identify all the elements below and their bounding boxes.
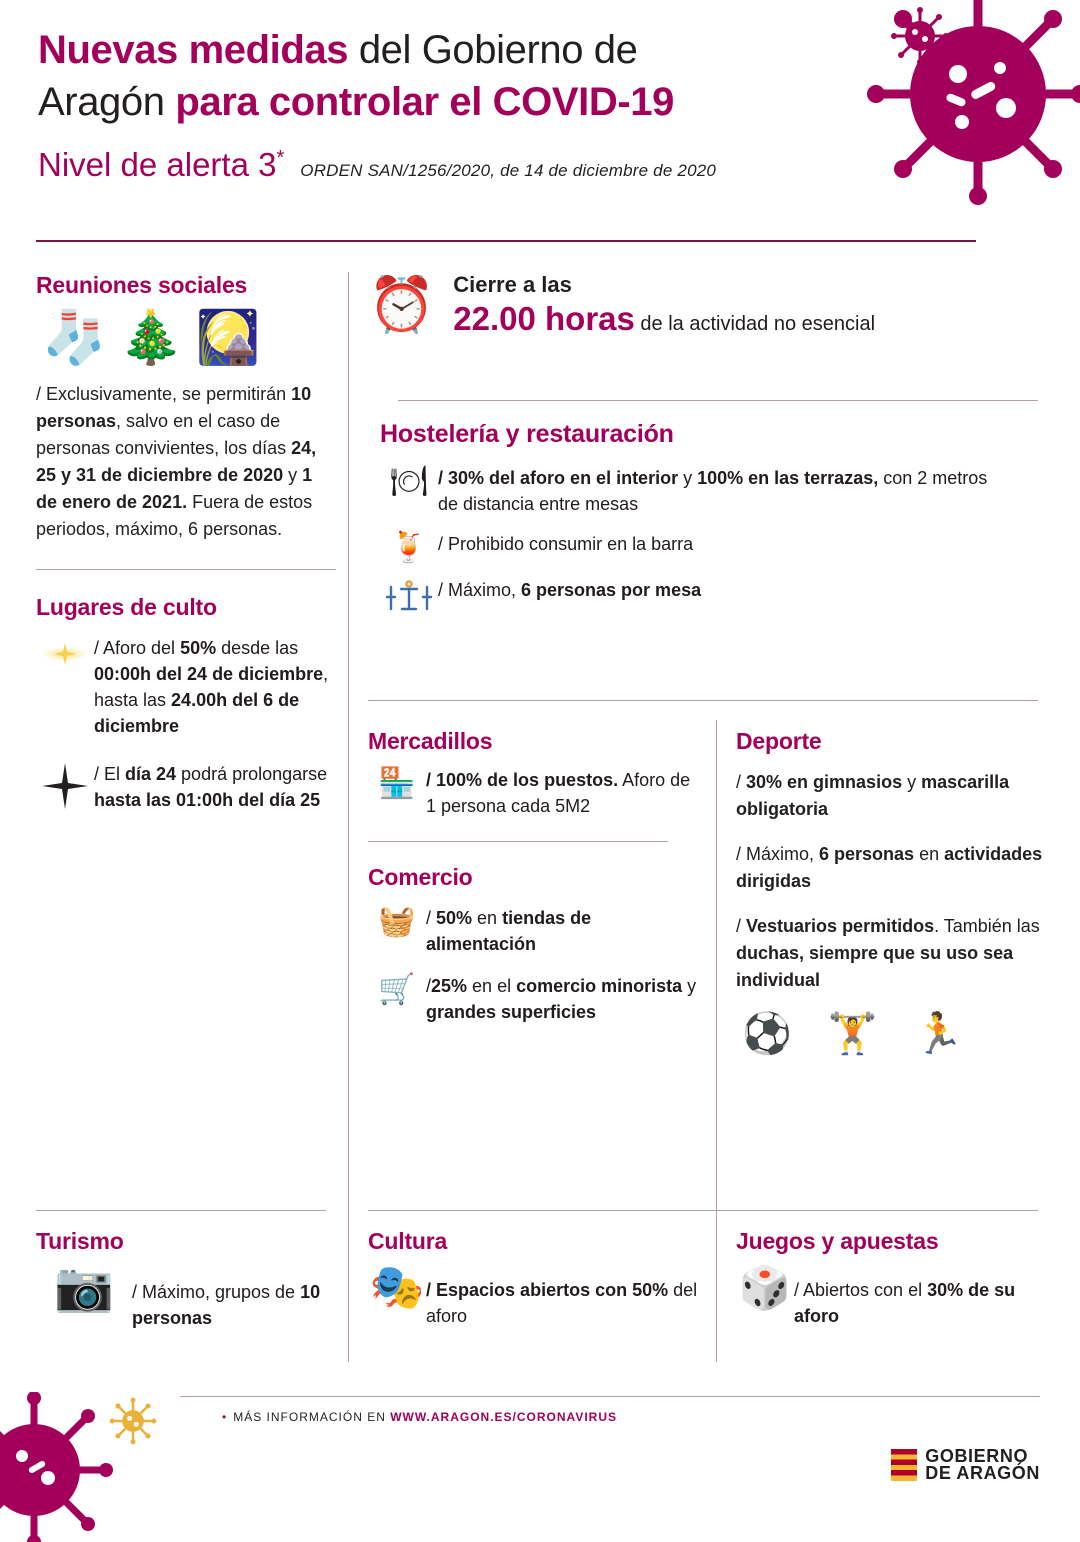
market-stall-icon: 🏪: [378, 767, 416, 800]
closing-text: [453, 272, 875, 338]
hosteleria-item-2-text: [438, 531, 693, 557]
p: 100% de los puestos.: [436, 770, 619, 790]
hosteleria-title: Hostelería y restauración: [380, 420, 674, 448]
section-mercadillos: [368, 728, 698, 819]
footer-url[interactable]: WWW.ARAGON.ES/CORONAVIRUS: [390, 1410, 617, 1424]
p: /: [426, 976, 432, 996]
juegos-text: [794, 1271, 1056, 1329]
comercio-item-1-text: [426, 905, 698, 957]
p: en: [472, 908, 503, 928]
reuniones-icon-row: [42, 309, 336, 367]
lower-divider: [368, 1210, 1038, 1211]
culto-item-2: [36, 761, 336, 815]
alarm-clock-icon: ⏰: [368, 275, 436, 335]
p: mascarilla obligatoria: [736, 772, 1010, 819]
p: 6 personas: [819, 844, 915, 864]
reuniones-t4: Fuera de estos periodos, máximo, 6 personas.: [36, 492, 313, 539]
subtitle-row: [38, 146, 918, 184]
reuniones-t3: y: [283, 465, 303, 485]
title-accent-2: para controlar el COVID-19: [175, 80, 674, 124]
government-logo-text: [925, 1448, 1040, 1482]
footer-info: [222, 1410, 617, 1424]
shopping-cart-icon: 🛒: [378, 973, 416, 1006]
footer-divider: [180, 1396, 1040, 1397]
food-cloche-icon: 🍽: [389, 465, 429, 498]
turismo-title: Turismo: [36, 1228, 124, 1254]
p: hasta las 01:00h del día 25: [94, 790, 321, 810]
section-reuniones-sociales: [36, 272, 336, 543]
mercadillos-text: [426, 767, 698, 819]
p: / Máximo,: [736, 844, 820, 864]
gov-line-1: GOBIERNO: [925, 1446, 1029, 1466]
closing-time-block: [368, 272, 1058, 338]
grocery-basket-icon: 🧺: [378, 905, 416, 938]
p: del aforo: [426, 1280, 698, 1326]
closing-hours: 22.00 horas: [453, 300, 635, 337]
table-chairs-icon: [380, 577, 438, 619]
deporte-item-2: [736, 841, 1056, 895]
deporte-icon-row: [742, 1010, 1056, 1057]
hosteleria-item-3: [380, 577, 1040, 619]
virus-decoration-small-bottom: [108, 1396, 158, 1446]
alert-level-text: Nivel de alerta 3: [38, 146, 277, 183]
closing-line-2: [453, 300, 875, 338]
culto-title: Lugares de culto: [36, 594, 217, 620]
p: desde las: [216, 638, 299, 658]
p: en el: [467, 976, 517, 996]
weightlifter-icon: 🏋: [827, 1012, 878, 1056]
p: actividades dirigidas: [736, 844, 1043, 891]
mercadillos-title: Mercadillos: [368, 728, 493, 754]
alert-level: [38, 146, 284, 184]
p: y: [678, 468, 698, 488]
p: Espacios abiertos con 50%: [436, 1280, 669, 1300]
p: /: [736, 772, 747, 792]
juegos-title: Juegos y apuestas: [736, 1228, 939, 1254]
divider-left-mid: [348, 272, 349, 1362]
p: duchas, siempre que su uso sea individual: [736, 943, 1014, 990]
p: día 24: [125, 764, 177, 784]
p: 30% del aforo en el interior: [448, 468, 679, 488]
p: Vestuarios: [746, 916, 838, 936]
sparkle-icon: [36, 635, 94, 677]
turismo-item: [36, 1261, 336, 1331]
culto-item-1: [36, 635, 336, 739]
p: 50%: [436, 908, 473, 928]
culto-item-1-text: [94, 635, 336, 739]
p: 100% en las terrazas,: [697, 468, 879, 488]
section-lugares-de-culto: [36, 594, 336, 815]
header: [38, 24, 918, 184]
page-title-line-2: [38, 76, 918, 128]
reuniones-t1: / Exclusivamente, se permitirán: [36, 384, 292, 404]
dice-icon: 🎲: [738, 1264, 792, 1311]
p: en: [914, 844, 945, 864]
cultura-item: [368, 1263, 698, 1329]
gov-line-2: DE ARAGÓN: [925, 1463, 1040, 1483]
p: / Máximo,: [438, 580, 522, 600]
virus-decoration-bottom-left: [0, 1392, 152, 1542]
p: con 2 metros de distancia entre mesas: [438, 468, 988, 514]
comercio-item-2-text: [426, 973, 698, 1025]
p: , hasta las: [94, 664, 329, 710]
christmas-tree-icon: 🎄: [118, 309, 184, 367]
alert-level-asterisk: *: [276, 147, 285, 169]
section-deporte: [736, 728, 1056, 1057]
reuniones-b2: 24, 25 y 31 de diciembre de 2020: [36, 438, 317, 485]
turismo-text: [132, 1271, 336, 1331]
cultura-title: Cultura: [368, 1228, 448, 1254]
p: 25%: [431, 976, 468, 996]
mid-lower-divider: [368, 841, 668, 842]
p: / Prohibido consumir en la barra: [438, 534, 694, 554]
mid-divider-2: [368, 700, 1038, 701]
p: permitidos: [837, 916, 935, 936]
p: / Aforo del: [94, 638, 181, 658]
theatre-masks-icon: 🎭: [369, 1263, 425, 1312]
mid-divider-1: [398, 400, 1038, 401]
comercio-title: Comercio: [368, 864, 473, 890]
p: / Abiertos con el: [794, 1280, 928, 1300]
p: /: [426, 1280, 437, 1300]
reuniones-t2: , salvo en el caso de personas convivientes, los días: [36, 411, 292, 458]
deporte-item-3: [736, 913, 1056, 994]
p: 50%: [180, 638, 217, 658]
section-juegos-apuestas: [736, 1228, 1056, 1343]
cocktail-icon: 🍹: [390, 531, 428, 564]
left-divider-1: [36, 569, 336, 570]
reuniones-b3: 1 de enero de 2021.: [36, 465, 313, 512]
reuniones-b1: 10 personas: [36, 384, 312, 431]
comercio-item-2: [368, 973, 698, 1025]
p: 24.00h del 6 de diciembre: [94, 690, 300, 736]
p: /: [426, 770, 437, 790]
juegos-item: [736, 1264, 1056, 1329]
section-hosteleria: [380, 420, 1040, 633]
deporte-title: Deporte: [736, 728, 822, 754]
p: . También las: [934, 916, 1040, 936]
column-middle-lower: [368, 728, 698, 1039]
p: y: [682, 976, 697, 996]
star-burst-icon: [36, 761, 94, 815]
p: 6 personas por mesa: [521, 580, 702, 600]
title-plain-2: Aragón: [38, 80, 176, 124]
hosteleria-item-3-text: [438, 577, 701, 603]
cultura-text: [426, 1271, 698, 1329]
p: comercio minorista: [516, 976, 683, 996]
p: 00:00h del 24 de diciembre: [94, 664, 324, 684]
deporte-item-1: [736, 769, 1056, 823]
christmas-bauble-icon: 🎑: [195, 309, 261, 367]
column-left: [36, 272, 336, 829]
soccer-ball-icon: ⚽: [742, 1012, 792, 1056]
title-accent-1: Nuevas medidas: [38, 28, 349, 72]
christmas-stocking-icon: 🧦: [42, 309, 107, 367]
header-divider: [36, 240, 976, 242]
closing-rest: de la actividad no esencial: [634, 313, 876, 335]
footer-info-pre: MÁS INFORMACIÓN EN: [233, 1410, 391, 1424]
p: 30% en gimnasios: [746, 772, 903, 792]
order-reference: ORDEN SAN/1256/2020, de 14 de diciembre de 2020: [300, 161, 717, 180]
mercadillos-item: [368, 767, 698, 819]
left-divider-2: [36, 1210, 326, 1211]
p: 30% de su aforo: [794, 1280, 1016, 1326]
runner-icon: 🏃: [913, 1012, 964, 1056]
p: / El: [94, 764, 126, 784]
hosteleria-item-2: [380, 531, 1040, 563]
page-title-line-1: [38, 24, 918, 76]
p: y: [902, 772, 922, 792]
culto-item-2-text: [94, 761, 336, 813]
p: / Máximo, grupos de: [132, 1282, 301, 1302]
p: /: [438, 468, 449, 488]
p: grandes superficies: [426, 1002, 597, 1022]
p: Aforo de 1 persona cada 5M2: [426, 770, 691, 816]
title-plain-1: del Gobierno de: [348, 28, 638, 72]
column-right-lower: [736, 728, 1056, 1057]
footer-bullet: •: [222, 1410, 228, 1424]
divider-mid-right: [716, 720, 717, 1362]
government-logo: [891, 1448, 1040, 1482]
p: 10 personas: [132, 1282, 321, 1328]
p: tiendas de alimentación: [426, 908, 592, 954]
camera-icon: 📷: [54, 1261, 114, 1314]
reuniones-text: [36, 381, 336, 543]
section-cultura: [368, 1228, 698, 1343]
comercio-item-1: [368, 905, 698, 957]
p: podrá prolongarse: [176, 764, 328, 784]
reuniones-title: Reuniones sociales: [36, 272, 248, 298]
p: /: [736, 916, 747, 936]
hosteleria-item-1-text: [438, 465, 1008, 517]
section-comercio: [368, 864, 698, 1025]
p: /: [426, 908, 437, 928]
hosteleria-item-1: [380, 465, 1040, 517]
section-turismo: [36, 1228, 336, 1345]
closing-line-1: Cierre a las: [453, 272, 572, 297]
aragon-flag-icon: [891, 1449, 917, 1481]
